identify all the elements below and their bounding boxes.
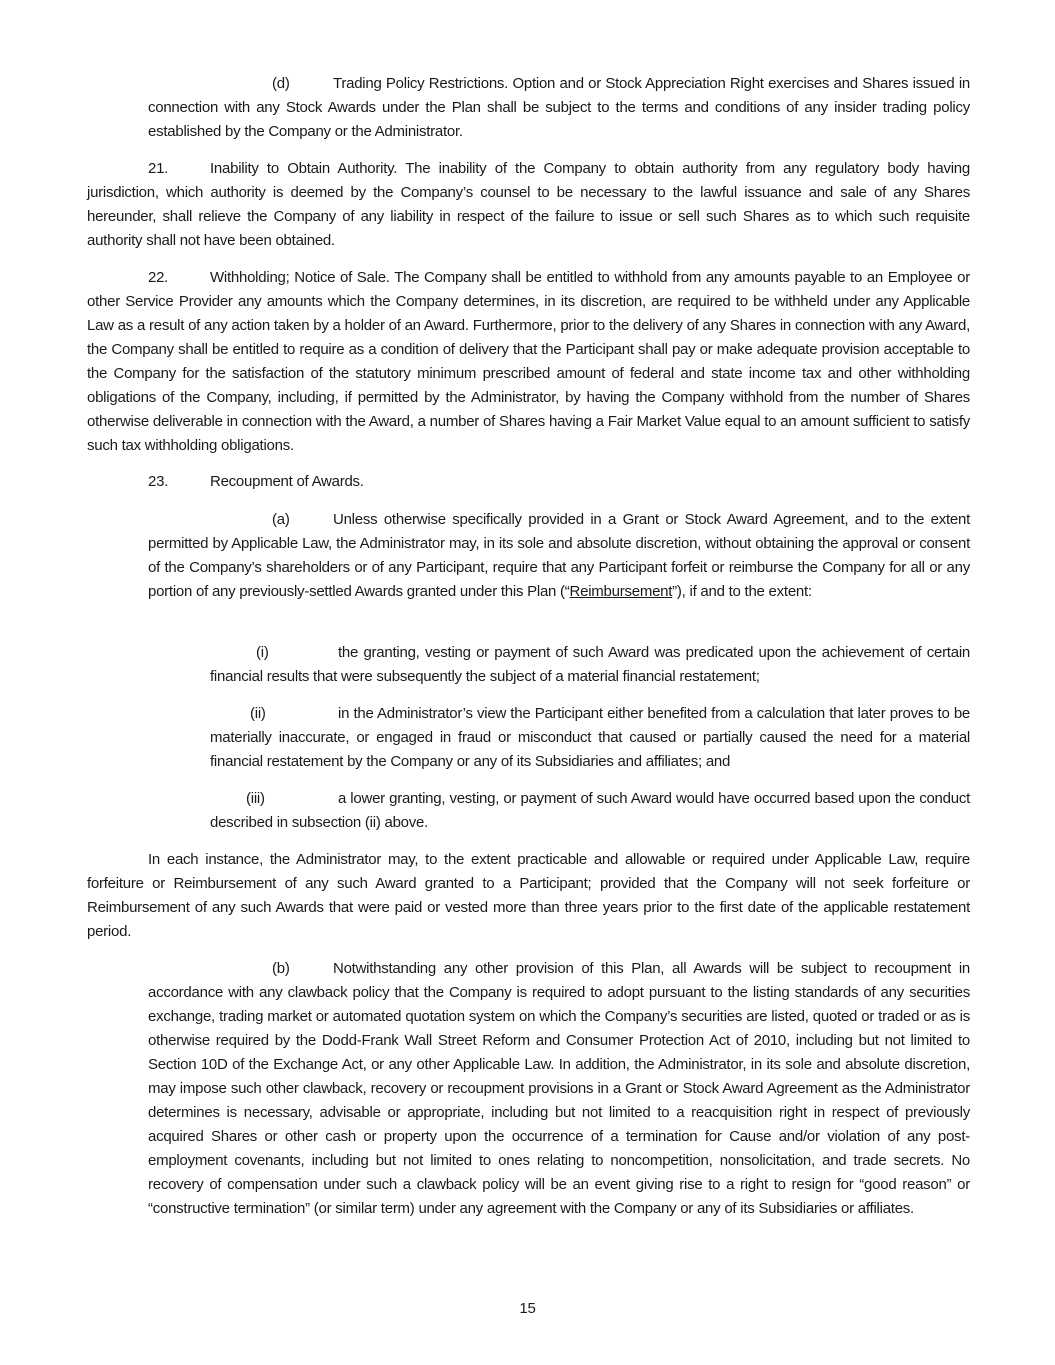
item-i-label: (i) — [256, 644, 269, 661]
section-23b-paragraph — [148, 957, 970, 1221]
page-number: 15 — [519, 1300, 536, 1317]
item-ii-text: in the Administrator’s view the Participant either benefited from a calculation that later proves to be materially inaccurate, or engaged in fraud or misconduct that caused or partially caused the need for a material financial restatement by the Company or any of its Subsidiaries and affiliates; and — [210, 705, 970, 770]
section-20d-label: (d) — [272, 75, 290, 92]
section-20d-paragraph — [148, 72, 970, 144]
item-iii-text: a lower granting, vesting, or payment of such Award would have occurred based upon the conduct described in subsection (ii) above. — [210, 790, 970, 831]
item-iii-label: (iii) — [246, 790, 265, 807]
section-23-number: 23. — [148, 473, 169, 490]
section-20d-text: Option and or Stock Appreciation Right exercises and Shares issued in connection with any Stock Awards under the Plan shall be subject to the terms and conditions of any insider trading policy established by the Company or the Administrator. — [148, 75, 970, 140]
section-23a-item-iii — [210, 787, 970, 835]
section-23a-label: (a) — [272, 511, 290, 528]
item-i-text: the granting, vesting or payment of such Award was predicated upon the achievement of certain financial results that were subsequently the subject of a material financial restatement; — [210, 644, 970, 685]
section-20d-heading: Trading Policy Restrictions. — [333, 75, 509, 92]
reimbursement-defined-term: Reimbursement — [569, 583, 673, 600]
section-22-heading: Withholding; Notice of Sale. — [210, 269, 390, 286]
section-23a-item-ii — [210, 702, 970, 774]
section-21-paragraph — [87, 157, 970, 253]
section-23a-text-before: Unless otherwise specifically provided in a Grant or Stock Award Agreement, and to the extent permitted by Applicable Law, the Administrator may, in its sole and absolute discretion, without obtaining the approval or consent of the Company’s shareholders or of any Participant, require that any Participant forfeit or reimburse the Company for all or any portion of any previously-settled Awards granted under this Plan (“ — [148, 511, 970, 600]
section-22-number: 22. — [148, 269, 169, 286]
section-22-paragraph — [87, 266, 970, 458]
each-instance-paragraph: In each instance, the Administrator may, to the extent practicable and allowable or required under Applicable Law, require forfeiture or Reimbursement of any such Award granted to a Participant; provided that the Company will not seek forfeiture or Reimbursement of any such Awards that were paid or vested more than three years prior to the first date of the applicable restatement period. — [87, 851, 970, 940]
item-ii-label: (ii) — [250, 705, 266, 722]
section-22-text: The Company shall be entitled to withhold from any amounts payable to an Employee or other Service Provider any amounts which the Company determines, in its discretion, are required to be withheld under any Applicable Law as a result of any action taken by a holder of an Award. Furthermore, prior to the delivery of any Shares in connection with any Award, the Company shall be entitled to require as a condition of delivery that the Participant shall pay or make adequate provision acceptable to the Company for the satisfaction of the statutory minimum prescribed amount of federal and state income tax and other withholding obligations of the Company, including, if permitted by the Administrator, by having the Company withhold from the number of Shares otherwise deliverable in connection with the Award, a number of Shares having a Fair Market Value equal to an amount sufficient to satisfy such tax withholding obligations. — [87, 269, 971, 454]
section-23b-label: (b) — [272, 960, 290, 977]
section-21-heading: Inability to Obtain Authority. — [210, 160, 398, 177]
section-23-heading: Recoupment of Awards. — [210, 473, 364, 490]
section-23a-item-i — [210, 641, 970, 689]
section-23b-text: Notwithstanding any other provision of this Plan, all Awards will be subject to recoupment in accordance with any clawback policy that the Company is required to adopt pursuant to the listing standards of any securities exchange, trading market or automated quotation system on which the Company’s securities are listed, quoted or traded or as is otherwise required by the Dodd-Frank Wall Street Reform and Consumer Protection Act of 2010, including but not limited to Section 10D of the Exchange Act, or any other Applicable Law. In addition, the Administrator, in its sole and absolute discretion, may impose such other clawback, recovery or recoupment provisions in a Grant or Stock Award Agreement as the Administrator determines is necessary, advisable or appropriate, including but not limited to a reacquisition right in respect of previously acquired Shares or other cash or property upon the occurrence of a termination for Cause and/or violation of any post-employment covenants, including but not limited to ones relating to noncompetition, nonsolicitation, and trade secrets. No recovery of compensation under such a clawback policy will be an event giving rise to a right to resign for “good reason” or “constructive termination” (or similar term) under any agreement with the Company or any of its Subsidiaries or affiliates. — [148, 960, 970, 1217]
section-21-text: The inability of the Company to obtain authority from any regulatory body having jurisdiction, which authority is deemed by the Company’s counsel to be necessary to the lawful issuance and sale of any Shares hereunder, shall relieve the Company of any liability in respect of the failure to issue or sell such Shares as to which such requisite authority shall not have been obtained. — [87, 160, 970, 249]
section-21-number: 21. — [148, 160, 169, 177]
section-23-heading-line — [87, 470, 970, 494]
section-23a-text-after: ”), if and to the extent: — [672, 583, 812, 600]
section-23a-paragraph — [148, 508, 970, 604]
